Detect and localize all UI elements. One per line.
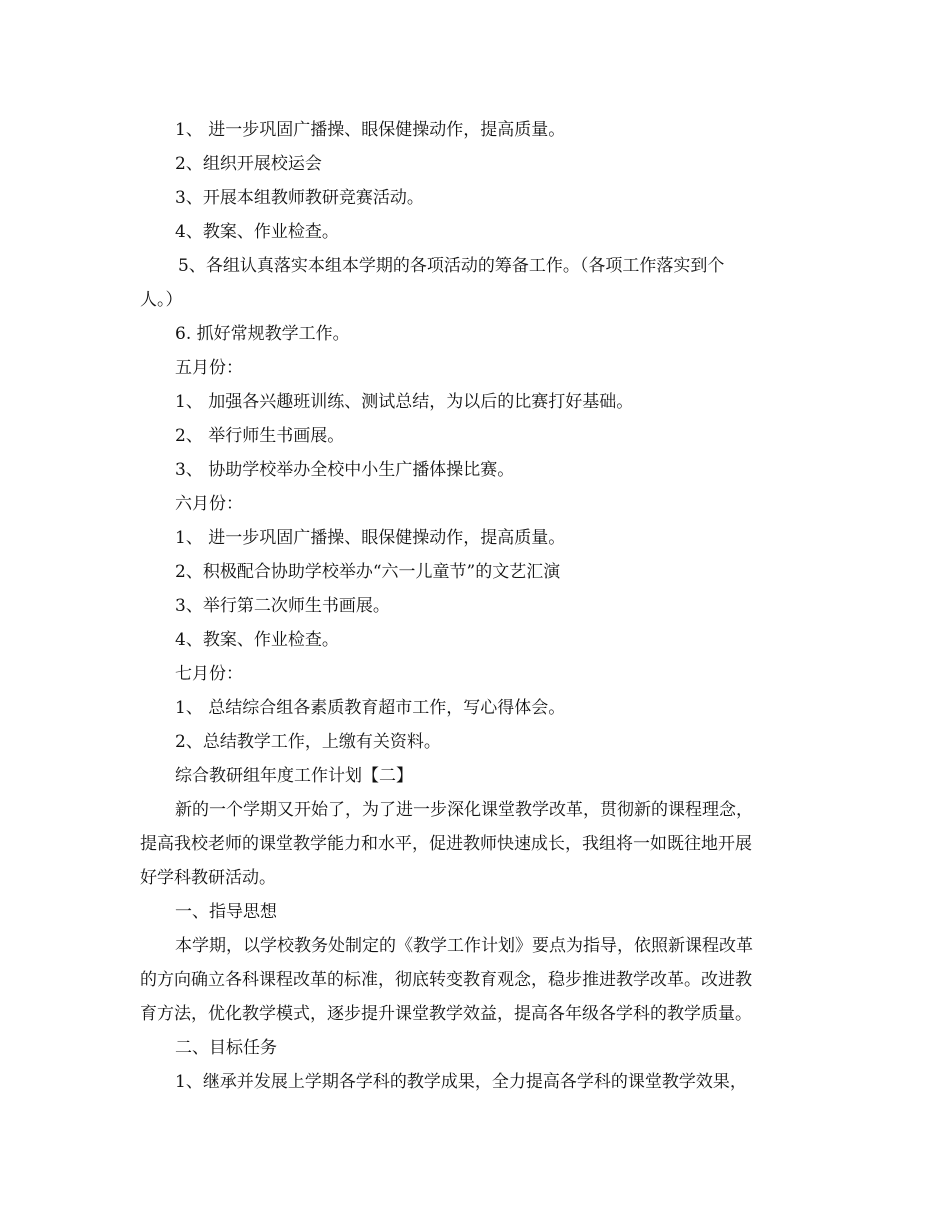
month-heading: 七月份： — [175, 664, 243, 684]
text-line: 5、各组认真落实本组本学期的各项活动的筹备工作。（各项工作落实到个 — [178, 256, 725, 276]
text-line: 2、积极配合协助学校举办“六一儿童节”的文艺汇演 — [175, 562, 561, 582]
text-line: 2、 举行师生书画展。 — [175, 426, 345, 446]
text-line: 3、开展本组教师教研竞赛活动。 — [175, 188, 424, 208]
text-line: 4、教案、作业检查。 — [175, 222, 339, 242]
text-line: 2、组织开展校运会 — [175, 154, 322, 174]
text-line: 3、 协助学校举办全校中小生广播体操比赛。 — [175, 460, 515, 480]
section-heading: 一、指导思想 — [175, 902, 277, 922]
text-line: 1、 总结综合组各素质教育超市工作，写心得体会。 — [175, 698, 566, 718]
paragraph-line: 的方向确立各科课程改革的标准，彻底转变教育观念，稳步推进教学改革。改进教 — [140, 970, 752, 990]
text-line: 3、举行第二次师生书画展。 — [175, 596, 390, 616]
month-heading: 六月份： — [175, 494, 243, 514]
paragraph-line: 本学期，以学校教务处制定的《教学工作计划》要点为指导，依照新课程改革 — [175, 936, 753, 956]
month-heading: 五月份： — [175, 358, 243, 378]
text-line: 6. 抓好常规教学工作。 — [175, 324, 350, 344]
section-heading: 二、目标任务 — [175, 1038, 277, 1058]
paragraph-line: 提高我校老师的课堂教学能力和水平，促进教师快速成长，我组将一如既往地开展 — [140, 834, 752, 854]
text-line: 2、总结教学工作，上缴有关资料。 — [175, 732, 441, 752]
text-line: 4、教案、作业检查。 — [175, 630, 339, 650]
text-line: 1、 加强各兴趣班训练、测试总结，为以后的比赛打好基础。 — [175, 392, 634, 412]
paragraph-line: 1、继承并发展上学期各学科的教学成果，全力提高各学科的课堂教学效果， — [175, 1072, 747, 1092]
paragraph-line: 好学科教研活动。 — [140, 868, 276, 888]
text-line: 人。） — [140, 290, 183, 310]
text-line: 1、 进一步巩固广播操、眼保健操动作，提高质量。 — [175, 528, 566, 548]
text-line: 1、 进一步巩固广播操、眼保健操动作，提高质量。 — [175, 120, 566, 140]
section-title: 综合教研组年度工作计划【二】 — [175, 766, 413, 786]
paragraph-line: 新的一个学期又开始了，为了进一步深化课堂教学改革，贯彻新的课程理念， — [175, 800, 753, 820]
paragraph-line: 育方法，优化教学模式，逐步提升课堂教学效益，提高各年级各学科的教学质量。 — [140, 1004, 752, 1024]
